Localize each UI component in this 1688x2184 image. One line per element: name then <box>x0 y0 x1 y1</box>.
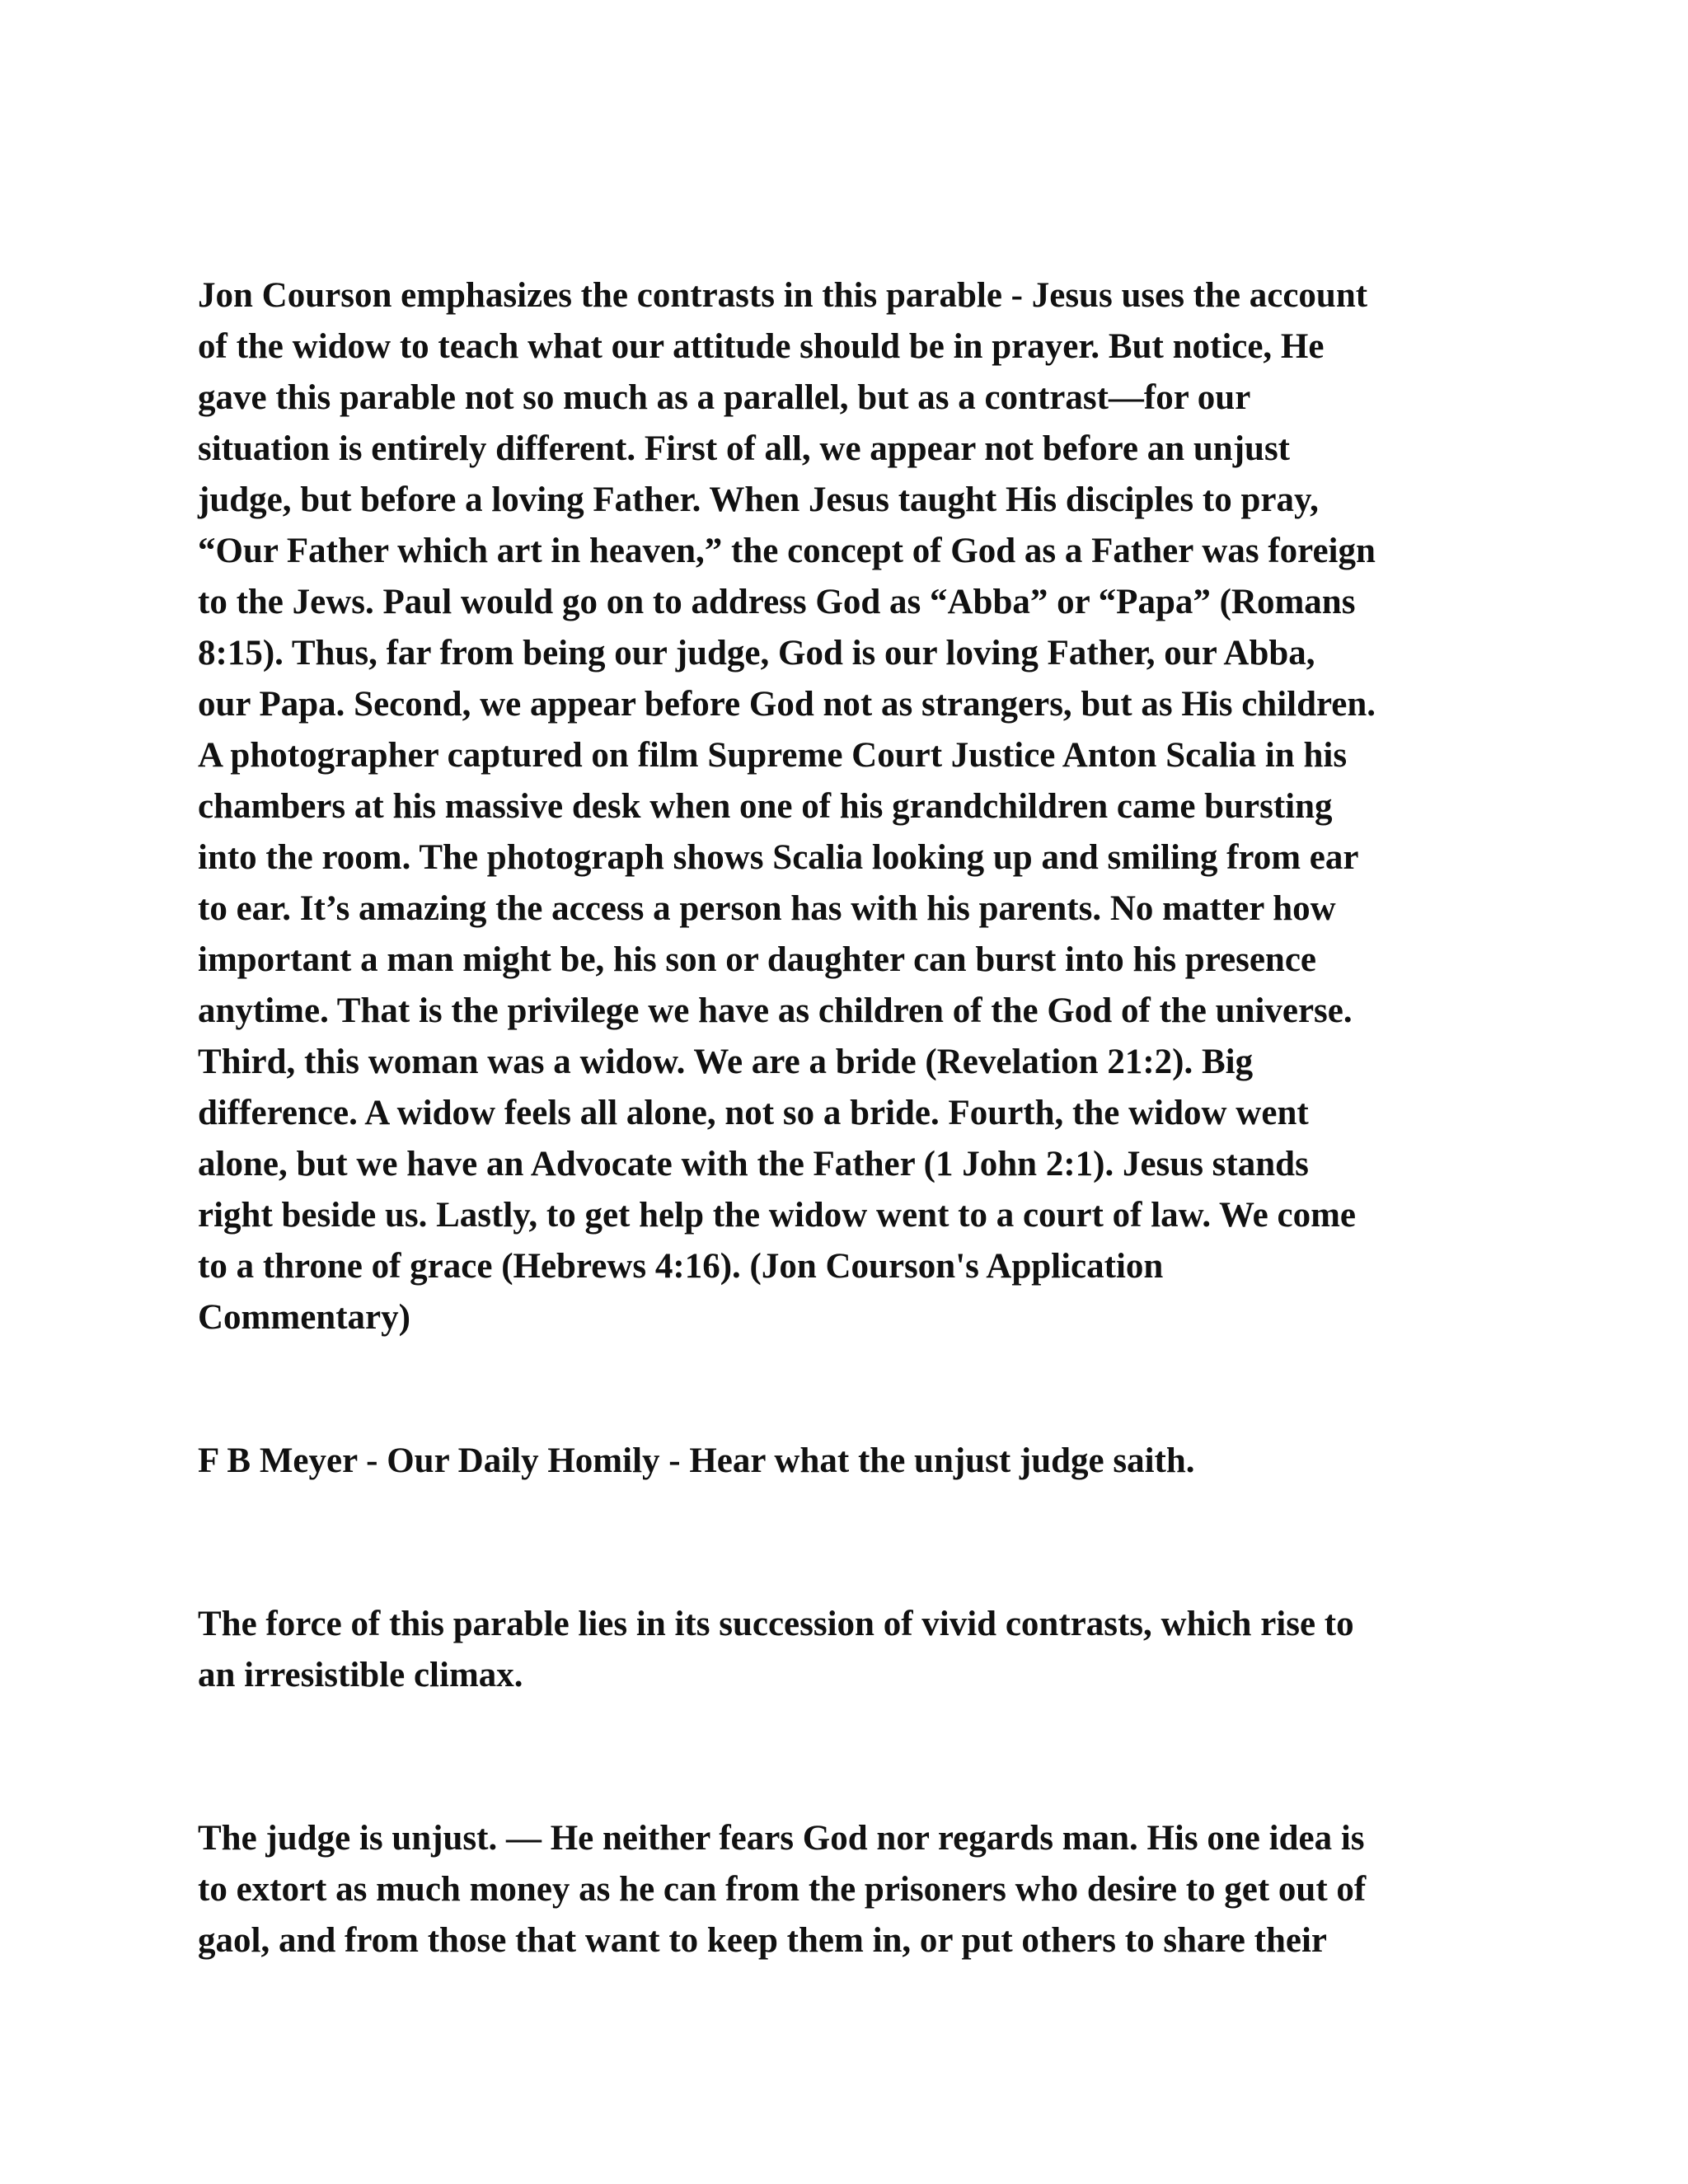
text-line: important a man might be, his son or daughter can burst into his presence <box>198 940 1317 979</box>
text-line: Third, this woman was a widow. We are a bride (Revelation 21:2). Big <box>198 1043 1254 1081</box>
text-line: to extort as much money as he can from the prisoners who desire to get out of <box>198 1870 1367 1909</box>
text-line: to ear. It’s amazing the access a person has with his parents. No matter how <box>198 889 1336 928</box>
paragraph-courson-commentary <box>198 270 1500 1343</box>
text-line: The judge is unjust. — He neither fears God nor regards man. His one idea is <box>198 1819 1365 1858</box>
text-line: judge, but before a loving Father. When Jesus taught His disciples to pray, <box>198 480 1319 519</box>
paragraph-meyer-heading <box>198 1436 1500 1487</box>
text-line: difference. A widow feels all alone, not so a bride. Fourth, the widow went <box>198 1094 1309 1132</box>
text-line: to the Jews. Paul would go on to address God as “Abba” or “Papa” (Romans <box>198 583 1356 621</box>
text-line: Jon Courson emphasizes the contrasts in this parable - Jesus uses the account <box>198 276 1368 315</box>
text-line: The force of this parable lies in its succession of vivid contrasts, which rise to <box>198 1605 1354 1643</box>
text-line: right beside us. Lastly, to get help the widow went to a court of law. We come <box>198 1196 1356 1235</box>
text-line: to a throne of grace (Hebrews 4:16). (Jon Courson's Application <box>198 1247 1164 1286</box>
text-line: Commentary) <box>198 1298 410 1337</box>
text-line: gaol, and from those that want to keep them in, or put others to share their <box>198 1921 1327 1960</box>
text-line: chambers at his massive desk when one of his grandchildren came bursting <box>198 787 1333 826</box>
text-line: “Our Father which art in heaven,” the concept of God as a Father was foreign <box>198 532 1376 570</box>
text-line: gave this parable not so much as a parallel, but as a contrast—for our <box>198 378 1251 417</box>
text-line: F B Meyer - Our Daily Homily - Hear what the unjust judge saith. <box>198 1441 1195 1480</box>
text-line: A photographer captured on film Supreme Court Justice Anton Scalia in his <box>198 736 1348 775</box>
text-line: into the room. The photograph shows Scalia looking up and smiling from ear <box>198 838 1359 877</box>
text-line: our Papa. Second, we appear before God not as strangers, but as His children. <box>198 685 1376 724</box>
text-line: anytime. That is the privilege we have as children of the God of the universe. <box>198 991 1353 1030</box>
text-line: of the widow to teach what our attitude should be in prayer. But notice, He <box>198 327 1325 366</box>
text-line: 8:15). Thus, far from being our judge, God is our loving Father, our Abba, <box>198 634 1315 673</box>
paragraph-unjust-judge <box>198 1813 1500 1966</box>
text-line: an irresistible climax. <box>198 1656 523 1694</box>
paragraph-parable-force <box>198 1599 1500 1701</box>
text-line: alone, but we have an Advocate with the Father (1 John 2:1). Jesus stands <box>198 1145 1309 1183</box>
text-line: situation is entirely different. First of all, we appear not before an unjust <box>198 429 1291 468</box>
